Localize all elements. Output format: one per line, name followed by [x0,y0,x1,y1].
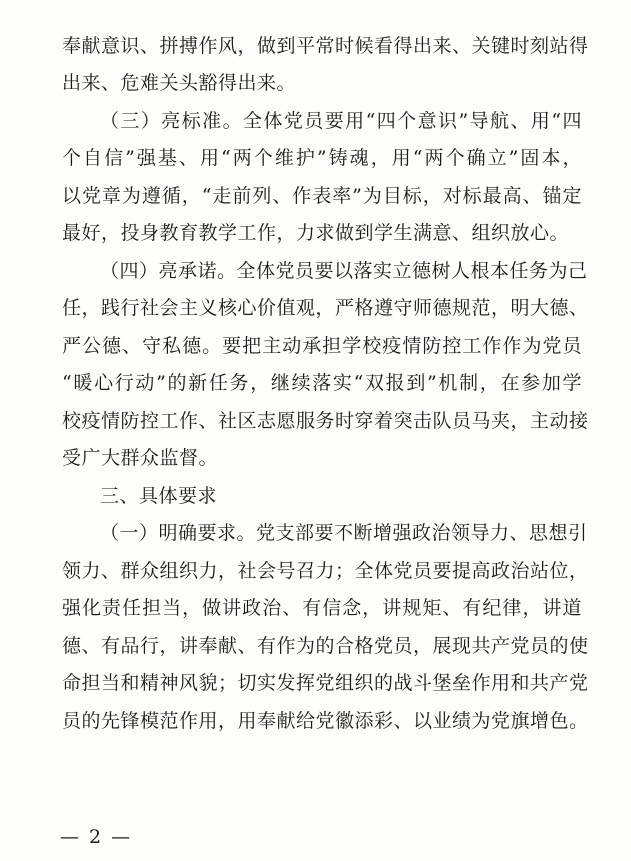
text-line: 严公德、守私德。要把主动承担学校疫情防控工作作为党员 [62,335,582,357]
section-heading: 三、具体要求 [100,485,218,507]
paragraph-heading-line: （三）亮标准。全体党员要用“四个意识”导航、用“四 [100,110,582,132]
text-line: 员的先锋模范作用，用奉献给党徽添彩、以业绩为党旗增色。 [62,710,589,732]
text-line: 最好，投身教育教学工作，力求做到学生满意、组织放心。 [62,222,570,244]
paragraph-heading-line: （一）明确要求。党支部要不断增强政治领导力、思想引 [100,522,588,544]
text-line: 奉献意识、拼搏作风，做到平常时候看得出来、关键时刻站得 [62,35,589,57]
text-line: 任，践行社会主义核心价值观，严格遵守师德规范，明大德、 [62,297,589,319]
text-line: 德、有品行，讲奉献、有作为的合格党员，展现共产党员的使 [62,635,589,657]
text-line: 领力、群众组织力，社会号召力；全体党员要提高政治站位， [62,560,589,582]
text-line: 命担当和精神风貌；切实发挥党组织的战斗堡垒作用和共产党 [62,672,589,694]
text-line: 受广大群众监督。 [62,447,219,469]
text-line: 以党章为遵循，“走前列、作表率”为目标，对标最高、锚定 [62,185,582,207]
text-line: 校疫情防控工作、社区志愿服务时穿着突击队员马夹，主动接 [62,410,589,432]
text-line: 个自信”强基、用“两个维护”铸魂，用“两个确立”固本， [62,147,582,169]
page-number: — 2 — [60,826,133,848]
text-line: “暖心行动”的新任务，继续落实“双报到”机制，在参加学 [62,372,582,394]
text-line: 强化责任担当，做讲政治、有信念，讲规矩、有纪律，讲道 [62,597,582,619]
paragraph-heading-line: （四）亮承诺。全体党员要以落实立德树人根本任务为己 [100,260,588,282]
text-line: 出来、危难关头豁得出来。 [62,72,297,94]
